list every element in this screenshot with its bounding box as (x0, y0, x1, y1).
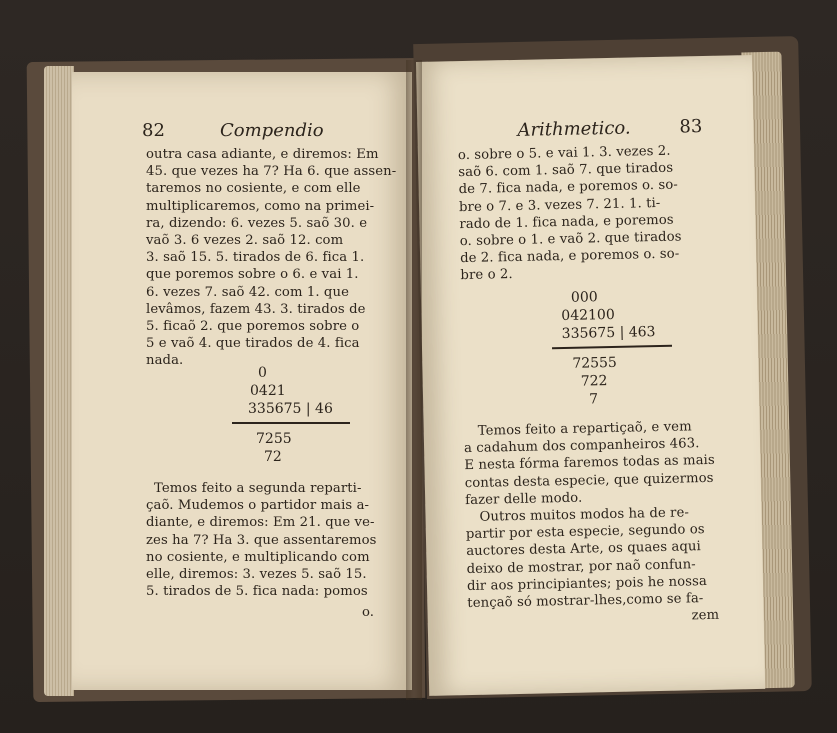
text-line: fazer delle modo. (465, 490, 583, 508)
text-line: diante, e diremos: Em 21. que ve- (146, 515, 375, 531)
text-line: de 7. fica nada, e poremos o. so- (458, 177, 679, 198)
text-line: 5. tirados de 5. fica nada: pomos (146, 584, 368, 600)
text-line: o. sobre o 1. e vaõ 2. que tirados (459, 229, 682, 250)
text-line: outra casa adiante, e diremos: Em (146, 147, 379, 162)
right-page (416, 55, 765, 696)
text-line: o. sobre o 5. e vai 1. 3. vezes 2. (457, 143, 671, 164)
catchword: o. (362, 605, 375, 620)
text-line: que poremos sobre o 6. e vai 1. (146, 267, 359, 283)
calc-line: 72 (264, 449, 282, 465)
text-line: no cosiente, e multiplicando com (146, 549, 370, 565)
text-line: taremos no cosiente, e com elle (146, 181, 361, 197)
text-line: partir por esta especie, segundo os (465, 522, 705, 543)
calc-line: 72555 (572, 354, 618, 372)
text-line: saõ 6. com 1. saõ 7. que tirados (458, 160, 674, 181)
text-line: auctores desta Arte, os quaes aqui (466, 539, 701, 560)
left-page-edges (44, 66, 74, 696)
text-line: nada. (146, 353, 184, 369)
running-head: Compendio (220, 120, 324, 141)
page-number: 83 (679, 116, 703, 138)
text-line: dir aos principiantes; pois he nossa (466, 573, 708, 594)
calc-line: 335675 | 463 (561, 324, 656, 343)
text-line: 3. saõ 15. 5. tirados de 6. fica 1. (146, 250, 365, 266)
text-line: contas desta especie, que quizermos (464, 470, 714, 491)
paragraph (458, 142, 711, 285)
book-gutter (406, 60, 422, 700)
calc-line: 335675 | 46 (248, 401, 333, 417)
paragraph (464, 418, 718, 630)
text-line: elle, diremos: 3. vezes 5. saõ 15. (146, 567, 367, 583)
text-line: bre o 2. (460, 267, 513, 284)
catchword: zem (691, 608, 720, 624)
paragraph (146, 146, 406, 370)
division-rule (552, 345, 672, 350)
page-number: 82 (142, 120, 165, 141)
calc-line: 7255 (256, 431, 292, 447)
text-line: tençaõ só mostrar-lhes,como se fa- (467, 591, 704, 612)
text-line: multiplicaremos, como na primei- (146, 198, 375, 214)
text-line: Temos feito a repartiçaõ, e vem (477, 419, 692, 439)
calc-line: 0421 (250, 383, 286, 399)
calc-line: 042100 (561, 306, 615, 325)
text-line: 5. ficaõ 2. que poremos sobre o (146, 319, 360, 335)
text-line: rado de 1. fica nada, e poremos (459, 212, 674, 232)
left-page (72, 72, 412, 690)
text-line: 45. que vezes ha 7? Ha 6. que assen- (146, 164, 397, 180)
text-line: Outros muitos modos ha de re- (479, 505, 690, 525)
text-line: E nesta fórma faremos todas as mais (464, 453, 715, 474)
text-line: Temos feito a segunda reparti- (154, 481, 362, 496)
paragraph (146, 480, 406, 600)
text-line: deixo de mostrar, por naõ confun- (466, 556, 696, 577)
calc-line: 7 (588, 391, 599, 408)
text-line: a cadahum dos companheiros 463. (463, 436, 700, 457)
text-line: 5 e vaõ 4. que tirados de 4. fica (146, 336, 360, 352)
text-line: bre o 7. e 3. vezes 7. 21. 1. ti- (458, 195, 661, 215)
text-line: ra, dizendo: 6. vezes 5. saõ 30. e (146, 215, 368, 231)
text-line: çaõ. Mudemos o partidor mais a- (146, 498, 370, 514)
division-rule (232, 422, 350, 424)
text-line: levâmos, fazem 43. 3. tirados de (146, 301, 366, 317)
text-line: 6. vezes 7. saõ 42. com 1. que (146, 284, 349, 300)
running-head: Arithmetico. (517, 117, 631, 141)
calc-line: 722 (580, 373, 608, 390)
text-line: zes ha 7? Ha 3. que assentaremos (146, 532, 377, 548)
text-line: de 2. fica nada, e poremos o. so- (459, 246, 680, 267)
calc-line: 000 (570, 289, 598, 306)
calc-line: 0 (258, 365, 267, 381)
text-line: vaõ 3. 6 vezes 2. saõ 12. com (146, 233, 344, 249)
